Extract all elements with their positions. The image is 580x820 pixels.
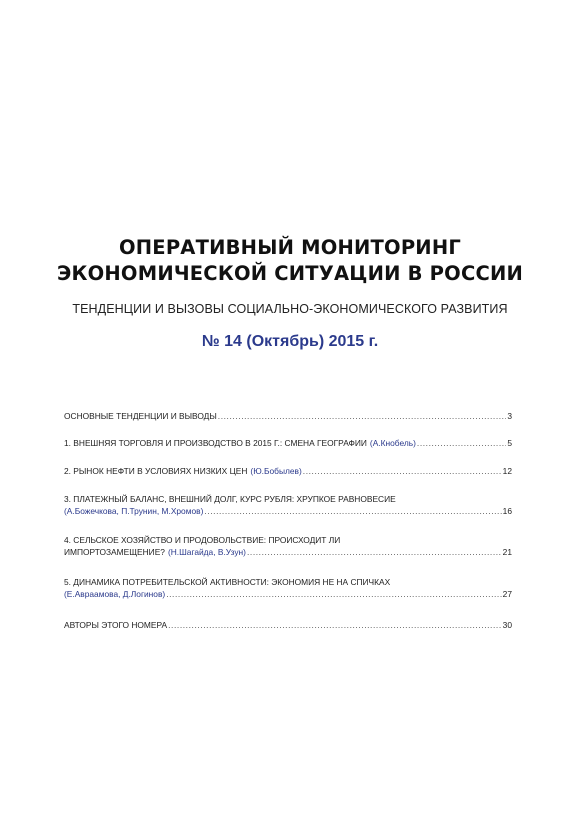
toc-entry-title: 5. ДИНАМИКА ПОТРЕБИТЕЛЬСКОЙ АКТИВНОСТИ: ЭКОНОМИЯ НЕ НА СПИЧКАХ <box>64 577 391 587</box>
toc-leader-dots <box>303 465 502 477</box>
toc-entry-title-continued: ИМПОРТОЗАМЕЩЕНИЕ? <box>64 547 165 557</box>
toc-entry-title: 1. ВНЕШНЯЯ ТОРГОВЛЯ И ПРОИЗВОДСТВО В 2015 Г.: СМЕНА ГЕОГРАФИИ <box>64 438 367 448</box>
toc-entry-title: 2. РЫНОК НЕФТИ В УСЛОВИЯХ НИЗКИХ ЦЕН <box>64 466 248 476</box>
toc-entry-foreign-trade[interactable] <box>64 437 512 449</box>
toc-leader-dots <box>166 588 501 600</box>
toc-leader-dots <box>218 410 507 422</box>
toc-entry-authors-of-issue[interactable] <box>64 619 512 631</box>
toc-entry-main-trends[interactable] <box>64 410 512 422</box>
toc-entry-authors: (А.Кнобель) <box>369 438 416 448</box>
toc-entry-authors: (Е.Авраамова, Д.Логинов) <box>64 589 166 599</box>
title-line-1: ОПЕРАТИВНЫЙ МОНИТОРИНГ <box>119 236 461 259</box>
toc-entry-title: 3. ПЛАТЕЖНЫЙ БАЛАНС, ВНЕШНИЙ ДОЛГ, КУРС РУБЛЯ: ХРУПКОЕ РАВНОВЕСИЕ <box>64 494 396 504</box>
toc-page-number: 21 <box>502 547 512 557</box>
subtitle: ТЕНДЕНЦИИ И ВЫЗОВЫ СОЦИАЛЬНО-ЭКОНОМИЧЕСКОГО РАЗВИТИЯ <box>72 302 508 316</box>
toc-page-number: 12 <box>502 466 512 476</box>
title-line-2: ЭКОНОМИЧЕСКОЙ СИТУАЦИИ В РОССИИ <box>56 262 524 285</box>
toc-entry-agriculture[interactable] <box>64 534 512 558</box>
toc-leader-dots <box>247 546 502 558</box>
toc-entry-oil-market[interactable] <box>64 465 512 477</box>
issue-number: № 14 (Октябрь) 2015 г. <box>201 333 379 350</box>
toc-page-number: 5 <box>507 438 512 448</box>
toc-entry-balance-of-payments[interactable] <box>64 493 512 517</box>
toc-entry-title: ОСНОВНЫЕ ТЕНДЕНЦИИ И ВЫВОДЫ <box>64 411 217 421</box>
toc-entry-title: АВТОРЫ ЭТОГО НОМЕРА <box>64 620 168 630</box>
toc-entry-authors: (Ю.Бобылев) <box>250 466 302 476</box>
toc-entry-authors: (Н.Шагайда, В.Узун) <box>167 547 246 557</box>
toc-leader-dots <box>168 619 502 631</box>
toc-entry-consumer-activity[interactable] <box>64 576 512 600</box>
toc-page-number: 27 <box>502 589 512 599</box>
toc-page-number: 3 <box>507 411 512 421</box>
toc-entry-authors: (А.Божечкова, П.Трунин, М.Хромов) <box>64 506 204 516</box>
toc-page-number: 30 <box>502 620 512 630</box>
toc-page-number: 16 <box>502 506 512 516</box>
toc-leader-dots <box>204 505 501 517</box>
toc-leader-dots <box>417 437 506 449</box>
toc-entry-title: 4. СЕЛЬСКОЕ ХОЗЯЙСТВО И ПРОДОВОЛЬСТВИЕ: ПРОИСХОДИТ ЛИ <box>64 535 341 545</box>
